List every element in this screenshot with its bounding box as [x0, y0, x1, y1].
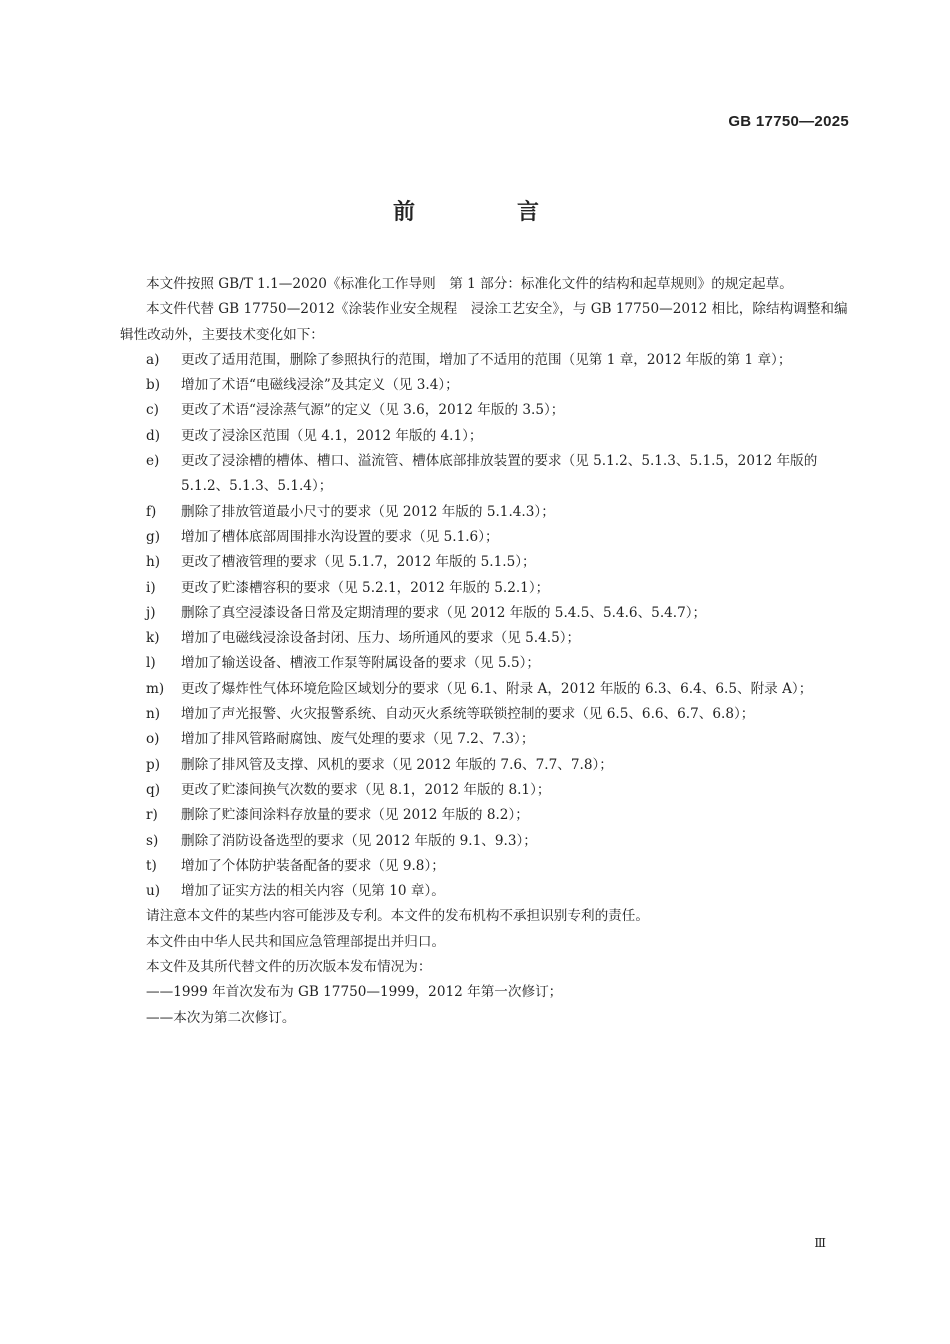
- list-item: [146, 778, 852, 803]
- list-item-label: d): [146, 427, 161, 444]
- list-item-label: s): [146, 832, 159, 849]
- list-item: [146, 626, 852, 651]
- paragraph-drafting-basis: 本文件按照 GB/T 1.1—2020《标准化工作导则 第 1 部分：标准化文件的结构和起草规则》的规定起草。: [146, 276, 793, 292]
- standard-number: GB 17750—2025: [728, 113, 849, 130]
- list-item-label: e): [146, 453, 160, 470]
- list-item-label: g): [146, 528, 161, 545]
- list-item-label: q): [146, 781, 161, 798]
- history-item: ——本次为第二次修订。: [146, 1009, 296, 1026]
- list-item: [146, 449, 852, 500]
- list-item: [146, 398, 852, 423]
- list-item-label: a): [146, 351, 160, 368]
- list-item-text: 删除了排放管道最小尺寸的要求（见 2012 年版的 5.1.4.3）；: [181, 503, 555, 520]
- page-title: 前 言: [392, 200, 579, 225]
- paragraph-replacement: 本文件代替 GB 17750—2012《涂装作业安全规程 浸涂工艺安全》，与 GB 17750—2012 相比，除结构调整和编辑性改动外，主要技术变化如下：: [120, 301, 848, 343]
- list-item-label: m): [146, 680, 165, 697]
- history-intro: 本文件及其所代替文件的历次版本发布情况为：: [146, 959, 432, 976]
- list-item-label: f): [146, 503, 157, 520]
- list-item-text: 更改了槽液管理的要求（见 5.1.7，2012 年版的 5.1.5）；: [181, 554, 536, 571]
- list-item-text: 增加了术语“电磁线浸涂”及其定义（见 3.4）；: [181, 377, 459, 394]
- page-number: Ⅲ: [814, 1236, 826, 1250]
- list-item-text: 更改了术语“浸涂蒸气源”的定义（见 3.6，2012 年版的 3.5）；: [181, 402, 565, 419]
- patent-note: 请注意本文件的某些内容可能涉及专利。本文件的发布机构不承担识别专利的责任。: [146, 908, 649, 925]
- list-item-text: 更改了爆炸性气体环境危险区域划分的要求（见 6.1、附录 A，2012 年版的 6.3、6.4、6.5、附录 A）；: [181, 680, 813, 697]
- list-item-text: 删除了消防设备选型的要求（见 2012 年版的 9.1、9.3）；: [181, 832, 537, 849]
- proposer-note: 本文件由中华人民共和国应急管理部提出并归口。: [146, 933, 446, 950]
- list-item: [146, 829, 852, 854]
- list-item: [146, 550, 852, 575]
- list-item: [146, 348, 852, 373]
- list-item: [146, 702, 852, 727]
- list-item-text: 增加了证实方法的相关内容（见第 10 章）。: [181, 883, 445, 900]
- list-item-text: 增加了排风管路耐腐蚀、废气处理的要求（见 7.2、7.3）；: [181, 731, 535, 748]
- list-item-text: 删除了排风管及支撑、风机的要求（见 2012 年版的 7.6、7.7、7.8）；: [181, 756, 613, 773]
- list-item-label: l): [146, 655, 156, 672]
- list-item-label: p): [146, 756, 161, 773]
- list-item: [146, 373, 852, 398]
- history-item: ——1999 年首次发布为 GB 17750—1999，2012 年第一次修订；: [146, 984, 563, 1001]
- list-item-text: 增加了个体防护装备配备的要求（见 9.8）；: [181, 857, 445, 874]
- list-item: [146, 651, 852, 676]
- list-item: [146, 525, 852, 550]
- list-item-label: i): [146, 579, 156, 596]
- list-item-text: 更改了适用范围，删除了参照执行的范围，增加了不适用的范围（见第 1 章，2012 年版的第 1 章）；: [181, 351, 792, 368]
- list-item: [146, 424, 852, 449]
- list-item: [146, 879, 852, 904]
- list-item: [146, 677, 852, 702]
- list-item-label: o): [146, 731, 160, 748]
- list-item-text: 更改了浸涂槽的槽体、槽口、溢流管、槽体底部排放装置的要求（见 5.1.2、5.1.3、5.1.5，2012 年版的 5.1.2、5.1.3、5.1.4）；: [181, 453, 818, 495]
- list-item-label: t): [146, 857, 157, 874]
- list-item-text: 更改了贮漆间换气次数的要求（见 8.1，2012 年版的 8.1）；: [181, 781, 551, 798]
- list-item: [146, 601, 852, 626]
- list-item-text: 增加了槽体底部周围排水沟设置的要求（见 5.1.6）；: [181, 528, 499, 545]
- list-item-label: n): [146, 706, 161, 723]
- list-item-label: u): [146, 883, 161, 900]
- list-item-text: 删除了真空浸漆设备日常及定期清理的要求（见 2012 年版的 5.4.5、5.4.6、5.4.7）；: [181, 604, 707, 621]
- list-item-label: k): [146, 630, 160, 647]
- list-item-text: 更改了浸涂区范围（见 4.1，2012 年版的 4.1）；: [181, 427, 483, 444]
- list-item-label: r): [146, 807, 158, 824]
- list-item-label: c): [146, 402, 159, 419]
- list-item-text: 增加了声光报警、火灾报警系统、自动灭火系统等联锁控制的要求（见 6.5、6.6、6.7、6.8）；: [181, 706, 755, 723]
- list-item-label: b): [146, 377, 161, 394]
- list-item: [146, 500, 852, 525]
- list-item: [146, 576, 852, 601]
- list-item-text: 增加了输送设备、槽液工作泵等附属设备的要求（见 5.5）；: [181, 655, 540, 672]
- list-item-text: 增加了电磁线浸涂设备封闭、压力、场所通风的要求（见 5.4.5）；: [181, 630, 581, 647]
- list-item: [146, 803, 852, 828]
- list-item-text: 删除了贮漆间涂料存放量的要求（见 2012 年版的 8.2）；: [181, 807, 529, 824]
- list-item-text: 更改了贮漆槽容积的要求（见 5.2.1，2012 年版的 5.2.1）；: [181, 579, 550, 596]
- list-item: [146, 854, 852, 879]
- list-item: [146, 753, 852, 778]
- changes-list: [146, 348, 852, 905]
- list-item: [146, 727, 852, 752]
- document-body: [120, 272, 852, 1031]
- list-item-label: h): [146, 554, 161, 571]
- list-item-label: j): [146, 604, 156, 621]
